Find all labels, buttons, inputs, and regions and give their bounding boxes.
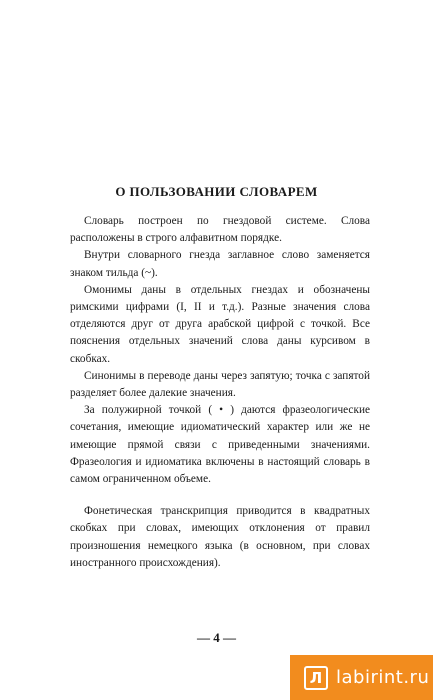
labirint-logo-icon: Л xyxy=(304,666,328,690)
paragraph: Омонимы даны в отдельных гнездах и обозначены римскими цифрами (I, II и т.д.). Разные значения слова отделяются друг от друга арабской цифрой с точкой. Все пояснения отдельных значений слова даны курсивом в скобках. xyxy=(70,283,370,365)
paragraph: Внутри словарного гнезда заглавное слово заменяется знаком тильда (~). xyxy=(70,249,370,279)
paragraph: Словарь построен по гнездовой системе. Слова расположены в строго алфавитном порядке. xyxy=(70,215,370,245)
page-title: О ПОЛЬЗОВАНИИ СЛОВАРЕМ xyxy=(115,184,318,199)
watermark-text: labirint.ru xyxy=(336,667,430,688)
paragraph: Фонетическая транскрипция приводится в квадратных скобках при словах, имеющих отклонения от правил произношения немецкого языка (в основном, при словах иностранного происхождения). xyxy=(70,505,370,569)
paragraph: За полужирной точкой ( • ) даются фразеологические сочетания, имеющие идиоматический характер или же не имеющие прямой связи с приведенными значениями. Фразеология и идиоматика включены в настоящий словарь в самом ограниченном объеме. xyxy=(70,404,370,486)
labirint-watermark xyxy=(290,655,433,700)
body-text xyxy=(70,213,370,572)
paragraph: Синонимы в переводе даны через запятую; точка с запятой разделяет более далекие значения. xyxy=(70,369,370,400)
page-number: — 4 — xyxy=(197,630,236,645)
